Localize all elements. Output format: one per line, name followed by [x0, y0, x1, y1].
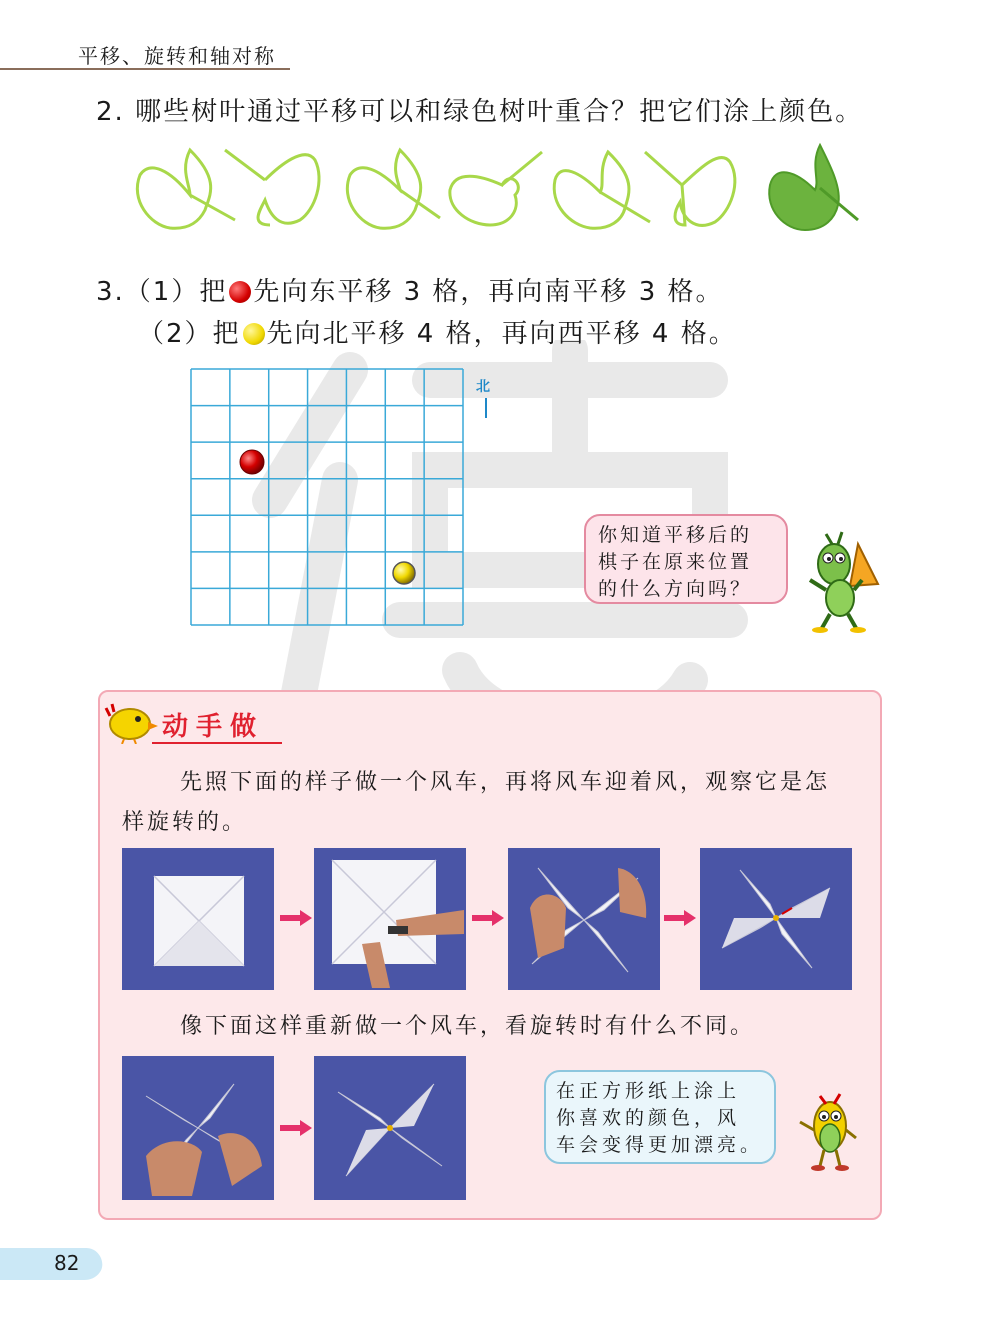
leaf-3 [347, 150, 420, 228]
yellow-piece [393, 562, 415, 584]
bubble2-line3: 车会变得更加漂亮。 [556, 1134, 764, 1156]
leaf-1 [137, 150, 210, 228]
speech-bubble-tip [544, 1070, 776, 1164]
q3-part1-after: 先向东平移 3 格，再向南平移 3 格。 [253, 277, 724, 307]
leaf-2 [258, 155, 319, 225]
activity-title-rule [152, 742, 282, 744]
north-arrow-icon [485, 396, 487, 418]
yellow-piece-icon [243, 323, 265, 345]
question-3-part-2 [138, 316, 737, 352]
bubble1-line1: 你知道平移后的 [598, 524, 753, 546]
arrow-right-icon [280, 910, 312, 926]
activity-paragraph-1-line-2: 样旋转的。 [122, 810, 248, 835]
red-piece-icon [229, 281, 251, 303]
step-photo-3 [508, 848, 660, 990]
speech-bubble-question [584, 514, 788, 604]
step-photo-5 [122, 1056, 274, 1200]
activity-paragraph-1-line-1: 先照下面的样子做一个风车，再将风车迎着风，观察它是怎 [180, 770, 831, 795]
bubble2-line2: 你喜欢的颜色，风 [556, 1107, 741, 1129]
arrow-right-icon [664, 910, 696, 926]
step-photo-6 [314, 1056, 466, 1200]
step-photo-1 [122, 848, 274, 990]
step-photo-4 [700, 848, 852, 990]
chick-icon [104, 700, 158, 744]
page-number-tab [0, 1248, 104, 1280]
bubble1-line2: 棋子在原来位置 [598, 551, 753, 573]
yellow-mascot-icon [796, 1086, 860, 1172]
question-3-part-1 [96, 274, 724, 310]
leaf-5 [554, 152, 629, 228]
question-2: 2. 哪些树叶通过平移可以和绿色树叶重合？把它们涂上颜色。 [96, 97, 864, 127]
running-head: 平移、旋转和轴对称 [78, 44, 276, 68]
leaf-4 [450, 176, 518, 225]
arrow-right-icon [280, 1120, 312, 1136]
header-rule [0, 68, 290, 70]
bubble2-line1: 在正方形纸上涂上 [556, 1080, 741, 1102]
bubble1-line3: 的什么方向吗？ [598, 578, 753, 600]
red-piece [240, 450, 264, 474]
q3-part1-before: 3.（1）把 [96, 277, 228, 307]
green-reference-leaf [769, 145, 858, 230]
arrow-right-icon [472, 910, 504, 926]
activity-paragraph-2: 像下面这样重新做一个风车，看旋转时有什么不同。 [180, 1014, 756, 1039]
north-label: 北 [476, 379, 490, 395]
leaf-6 [675, 158, 735, 226]
page-number: 82 [54, 1251, 80, 1275]
ginkgo-leaves-row [130, 140, 870, 240]
coordinate-grid [190, 368, 464, 626]
q3-part2-before: （2）把 [138, 319, 241, 349]
step-photo-2 [314, 848, 466, 990]
q3-part2-after: 先向北平移 4 格，再向西平移 4 格。 [266, 319, 737, 349]
activity-title: 动手做 [162, 712, 265, 742]
green-mascot-icon [800, 524, 884, 634]
